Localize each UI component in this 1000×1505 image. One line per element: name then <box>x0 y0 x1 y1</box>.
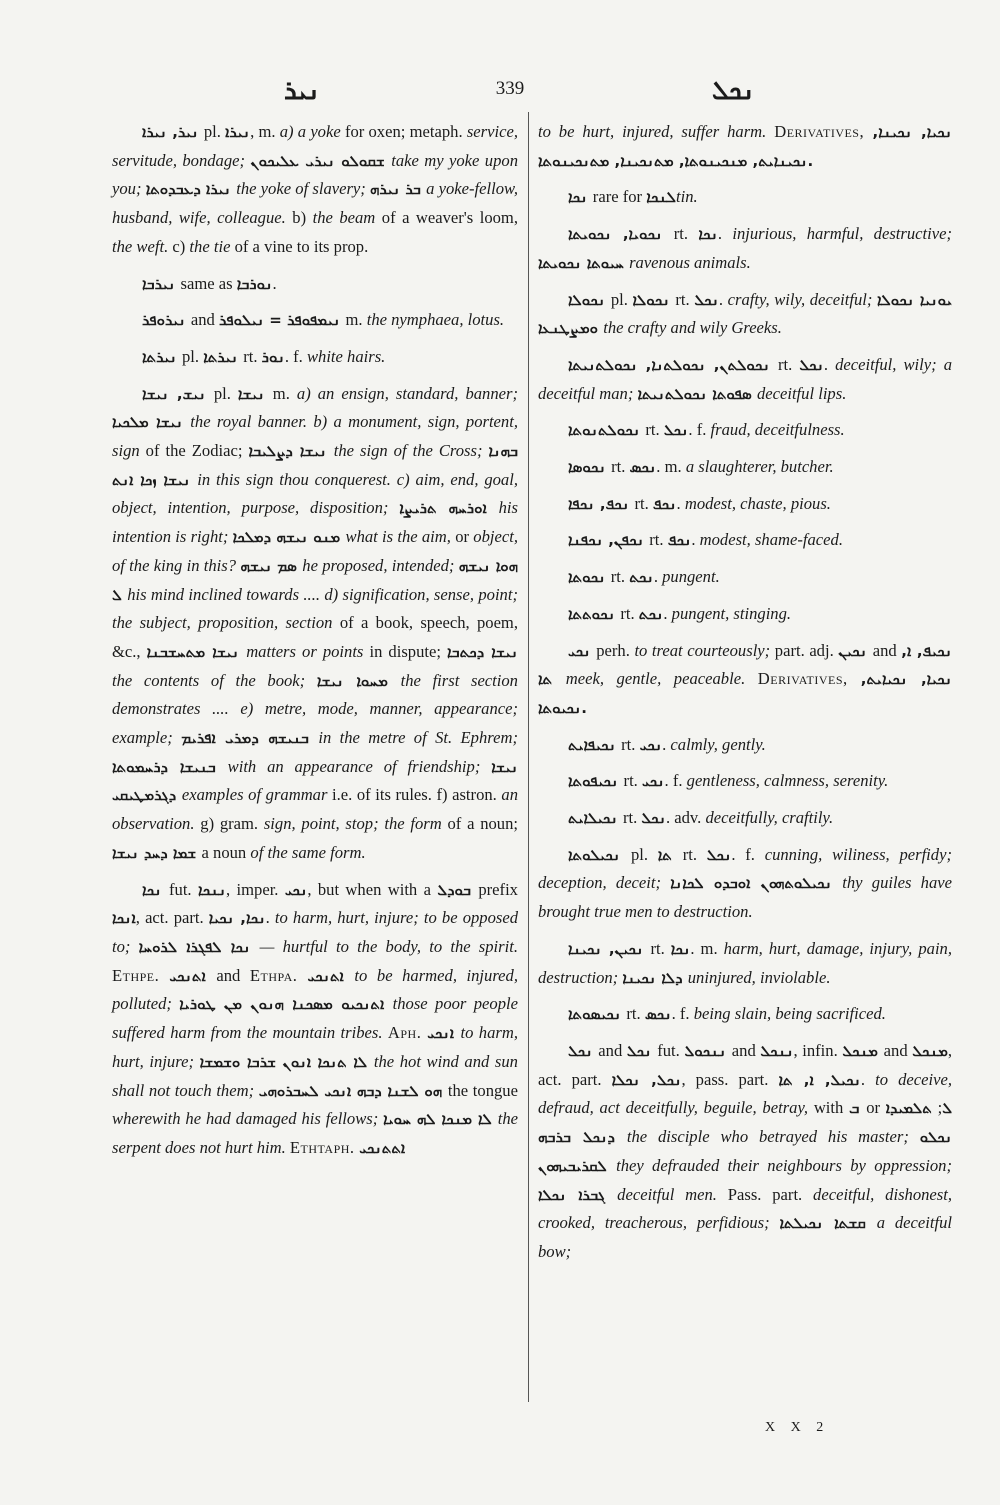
entry-text: or <box>455 527 474 547</box>
entry-text: , act. part. <box>135 908 209 928</box>
entry-text: of a book, speech, poem, &c., <box>112 613 518 661</box>
english-gloss: calmly, gently. <box>670 734 766 754</box>
entry-text: rt. <box>622 808 642 828</box>
syriac-word: ܢܝܫ, ܢܝܫܐ <box>142 384 214 403</box>
entry-text: or <box>866 1098 886 1118</box>
syriac-word: ܢܟܐ <box>142 880 169 899</box>
dictionary-entry <box>112 306 518 335</box>
syriac-word: ܢܟܝܠܘܬܗܘܢ ܐܘܒܕܘ ܠܟܐܢܐ <box>670 874 843 893</box>
entry-text: rt. <box>620 603 639 623</box>
dictionary-entry <box>538 118 952 175</box>
entry-text: , pass. part. <box>681 1069 779 1089</box>
syriac-word: ܢܝܫܐ ܡܠܟܝܐ <box>112 413 191 432</box>
syriac-word: ܢܢܟܘܠ <box>684 1041 732 1060</box>
syriac-word: ܕܠܐ ܢܟܝܢܐ <box>622 968 688 987</box>
syriac-word: ܡܚܘܐ ܢܝܫܐ <box>316 671 401 690</box>
syriac-word: ܢܟܬ <box>629 568 654 587</box>
english-gloss: to harm, hurt, injure; <box>112 1023 518 1071</box>
english-gloss: to be harmed, injured, polluted; <box>112 965 518 1014</box>
syriac-word: ܢܟܝܠ, ܐ, ܬܐ <box>778 1070 861 1089</box>
syriac-word: ܢܟܠ <box>641 809 666 828</box>
syriac-word: ܢܟܝܦܐܝܬ <box>568 735 622 754</box>
english-gloss: the first section demonstrates .... e) metre, mode, manner, appearance; example; <box>112 670 518 748</box>
english-gloss: his mind inclined towards .... d) signification, sense, point; the subject, proposition, section <box>112 584 518 633</box>
english-gloss: a yoke-fellow, husband, wife, colleague. <box>112 179 518 228</box>
entry-text: and <box>190 310 219 330</box>
entry-text: pl. <box>630 844 658 864</box>
syriac-word: ܢܟܝܣܘܬܐ <box>568 1005 627 1024</box>
syriac-word: ܡܢܟܠ <box>842 1041 884 1060</box>
english-gloss: service, servitude, bondage; <box>112 122 518 170</box>
entry-text: and <box>731 1040 761 1060</box>
syriac-word: ܢܟܠ <box>626 1041 658 1060</box>
entry-text: . f. <box>284 346 307 366</box>
entry-text: astron. <box>452 785 502 805</box>
syriac-word: ܢܟܣ <box>644 1005 672 1024</box>
entry-text: pl. <box>213 383 238 403</box>
page-number: 339 <box>495 78 525 99</box>
entry-text: with <box>813 1098 850 1118</box>
english-gloss: deceitful men. <box>617 1184 728 1204</box>
english-gloss: crafty, wily, deceitful; <box>727 289 878 309</box>
entry-text: and <box>598 1040 627 1060</box>
english-gloss: those poor people suffered harm from the mountain tribes. <box>112 994 518 1043</box>
english-gloss: uninjured, inviolable. <box>687 967 831 987</box>
syriac-word: ܢܝܫܐ <box>237 384 273 403</box>
english-gloss: they defrauded their neighbours by oppression; <box>616 1155 952 1175</box>
english-gloss: the hot wind and sun shall not touch them; <box>112 1051 518 1100</box>
entry-text: . <box>676 493 685 513</box>
syriac-word: ܢܟܐ <box>698 225 718 244</box>
syriac-word: ܢܟܘܠܐ <box>568 290 611 309</box>
entry-text: of a weaver's loom, <box>381 208 518 228</box>
syriac-word: ܒ <box>849 1099 867 1118</box>
english-gloss: gentleness, calmness, serenity. <box>686 771 889 791</box>
entry-text: rt. <box>649 530 668 550</box>
syriac-word: ܐܘܪܚܗ ܬܪܝܨܐ <box>399 499 499 518</box>
syriac-word: ܐܢܟܝ <box>427 1024 461 1043</box>
dictionary-entry <box>538 220 952 277</box>
entry-text: rt. <box>243 346 262 366</box>
english-gloss: the tie <box>189 236 235 256</box>
entry-text: fut. <box>169 879 198 899</box>
english-gloss: deceitful lips. <box>756 383 847 403</box>
entry-text: of the Zodiac; <box>145 441 249 461</box>
entry-text: part. adj. <box>774 640 839 660</box>
syriac-word: ܢܟܐ <box>670 939 691 958</box>
english-gloss: injurious, harmful, destructive; <box>732 224 953 244</box>
syriac-word: ܠܐ ܬܢܟܐ ܐܢܘܢ ܫܪܒܐ ܘܫܡܫܐ <box>199 1052 374 1071</box>
syriac-word: ܢܝܪܬܐ <box>203 347 244 366</box>
dictionary-entry <box>538 183 952 212</box>
english-gloss: the yoke of slavery; <box>236 179 371 199</box>
english-gloss: a slaughterer, butcher. <box>685 457 834 477</box>
page-header <box>0 76 1000 106</box>
dictionary-entry <box>538 600 952 629</box>
entry-text: perh. <box>596 640 635 660</box>
dictionary-entry <box>538 351 952 408</box>
syriac-word: ܢܟܦ <box>667 531 692 550</box>
entry-text: , m. <box>250 122 280 141</box>
syriac-word: ܐܬܢܟܝܘ ܡܣܟܢܐ ܗܢܘܢ ܡܢ ܛܘܪܝܐ <box>179 995 393 1014</box>
syriac-word: ܢܟܘܠܬܢܘܬܐ <box>568 421 646 440</box>
syriac-word: ܢܟܐ ܠܦܓܪܐ ܠܪܘܚܐ <box>138 937 260 956</box>
english-gloss: wherewith he had damaged his fellows; <box>112 1109 384 1129</box>
english-gloss: white hairs. <box>306 346 386 366</box>
syriac-word: ܢܟܝܠܘܬܐ <box>568 845 631 864</box>
entry-text: a noun <box>201 842 251 862</box>
entry-text: m. <box>272 383 297 403</box>
syriac-word: ܢܟܠ <box>663 421 689 440</box>
syriac-word: ܗܘܐ ܢܝܫܗ ܠ <box>112 556 518 604</box>
entry-text: Pass. part. <box>727 1184 814 1204</box>
dictionary-entry <box>112 876 518 1163</box>
syriac-word: ܢܟܘܬܐ <box>568 568 611 587</box>
dictionary-entry <box>538 453 952 482</box>
syriac-word: ܢܟܝܦ, ܐ, ܬܐ <box>538 641 952 689</box>
stem-label: Derivatives, <box>774 122 873 141</box>
dictionary-entry <box>538 526 952 555</box>
english-gloss: matters or points <box>246 641 370 661</box>
syriac-word: ܒܢܝܫܗ ܕܡܪܝ ܐܦܪܝܡ <box>181 729 319 748</box>
english-gloss: fraud, deceitfulness. <box>710 420 845 440</box>
english-gloss: thy guiles have brought true men to destruction. <box>538 873 952 922</box>
entry-text: the tongue <box>447 1080 518 1100</box>
entry-text: in dispute; <box>369 641 448 661</box>
syriac-word: ܢܟܠܘ ܠܩܪܝܒܝܗܘܢ <box>538 1128 952 1175</box>
entry-text: rt. <box>610 567 630 587</box>
syriac-word: ܢܘܪܒܐ <box>236 274 273 293</box>
syriac-word: ܢܟܝܠܐܝܬ <box>568 809 623 828</box>
entry-text: . <box>653 567 663 587</box>
english-gloss: — hurtful to the body, to the spirit. <box>259 936 518 956</box>
syriac-word: ܢܢܟܐ <box>197 880 226 899</box>
syriac-word: ܢܟܦܢ, ܢܟܦܢܐ <box>568 531 650 550</box>
syriac-word: ܢܘܪ <box>261 347 285 366</box>
entry-text: . f. <box>731 844 765 864</box>
syriac-word: ܒܗܢܐ ܢܝܫܐ ܙܟܐ ܐܢܬ <box>112 442 518 489</box>
entry-text: of a noun; <box>447 814 518 834</box>
syriac-word: ܢܟܦ, ܢܟܦܐ <box>568 494 635 513</box>
syriac-word: ܢܟܦ <box>652 494 677 513</box>
entry-text: . <box>717 224 733 244</box>
english-gloss: harm, hurt, damage, injury, pain, destruction; <box>538 938 952 987</box>
syriac-word: ܢܝܪܒܐ <box>142 274 181 293</box>
syriac-word: ܢܟܝܦܘܬܐ <box>568 772 624 791</box>
syriac-word: ܢܟܠ <box>799 355 824 374</box>
left-column <box>112 118 518 1171</box>
entry-text: f) <box>436 785 453 805</box>
syriac-word: ܢܝܫܐ ܕܟܬܒܐ <box>447 642 519 661</box>
syriac-word: ܢܟܣ <box>629 458 657 477</box>
syriac-word: ܡܢܟܠ <box>912 1041 948 1060</box>
syriac-word: ܢܟܐ <box>568 188 593 207</box>
syriac-word: ܢܟܝܐ, ܢܟܝܐܝܬ, ܢܟܝܘܬܐ. <box>538 670 952 717</box>
entry-text: same as <box>180 273 237 293</box>
entry-text: b) <box>292 208 313 228</box>
entry-text: rt. <box>621 734 640 754</box>
entry-text: for oxen; metaph. <box>344 122 467 141</box>
syriac-word: ܣܡ ܢܝܫܗ <box>240 556 303 575</box>
stem-label: Derivatives, <box>757 669 861 689</box>
english-gloss: the contents of the book; <box>112 670 317 690</box>
english-gloss: of the same form. <box>250 842 366 862</box>
english-gloss: examples of grammar <box>181 785 333 805</box>
syriac-word: ܬܐ <box>657 845 683 864</box>
syriac-word: ܢܟܝ <box>568 641 597 660</box>
english-gloss: to be hurt, injured, suffer harm. <box>538 122 775 141</box>
column-divider <box>528 112 529 1402</box>
english-gloss: a) an ensign, standard, banner; <box>296 383 518 403</box>
syriac-word: ܢܝܫܐ ܕܓܪܡܛܝܩܝ <box>112 757 518 805</box>
english-gloss: the disciple who betrayed his master; <box>626 1127 920 1147</box>
english-gloss: cunning, wiliness, perfidy; deception, deceit; <box>538 844 952 893</box>
english-gloss: deceitful, dishonest, crooked, treacherous, perfidious; <box>538 1184 952 1233</box>
dictionary-entry <box>538 1000 952 1029</box>
dictionary-entry <box>538 935 952 992</box>
dictionary-entry <box>538 804 952 833</box>
entry-text: rt. <box>634 493 653 513</box>
syriac-word: ܢܟܐ, ܢܟܝܐ <box>208 909 266 928</box>
english-gloss: sign, point, stop; the form <box>263 814 448 834</box>
syriac-word: ܢܝܫܐ ܕܨܠܝܒܐ <box>248 442 334 461</box>
syriac-word: ܢܟܘܝܐ, ܢܟܘܝܬܐ <box>568 225 674 244</box>
entry-text: . f. <box>671 1004 694 1024</box>
entry-text: and <box>872 640 902 660</box>
syriac-word: ܢܝܪܐ ܕܥܒܕܘܬܐ <box>145 180 237 199</box>
dictionary-entry <box>538 767 952 796</box>
dictionary-entry <box>112 118 518 262</box>
entry-text: . m. <box>656 457 686 477</box>
syriac-word: ܫܩܘܠܘ ܢܝܪܝ ܥܠܝܟܘܢ <box>250 151 392 170</box>
english-gloss: to deceive, defraud, act deceitfully, beguile, betray, <box>538 1069 952 1118</box>
english-gloss: the weft. <box>112 236 173 256</box>
syriac-word: ܢܟܠ, ܢܟܠܐ <box>611 1070 682 1089</box>
syriac-word: ܢܟܠ <box>694 290 719 309</box>
left-running-headword: ܢܝܪ <box>284 76 320 105</box>
entry-text: c) <box>172 236 190 256</box>
entry-text: pl. <box>203 122 226 141</box>
dictionary-entry <box>538 841 952 927</box>
stem-label: Ethtaph. <box>289 1137 360 1157</box>
english-gloss: meek, gentle, peaceable. <box>565 669 758 689</box>
stem-label: Aph. <box>387 1023 428 1043</box>
syriac-word: ܢܟܠ <box>568 1041 599 1060</box>
english-gloss: tin. <box>676 187 698 207</box>
entry-text: . <box>691 530 700 550</box>
english-gloss: the beam <box>312 208 382 228</box>
english-gloss: an observation. <box>112 785 518 834</box>
entry-text: m. <box>345 310 367 330</box>
entry-text: rt. <box>673 224 699 244</box>
entry-text: . <box>823 354 836 374</box>
dictionary-entry <box>538 286 952 343</box>
syriac-word: ܬܠܡܝܕܐ ܕܢܟܠ ܒܪܒܗ <box>538 1099 932 1147</box>
entry-text: . adv. <box>665 808 706 828</box>
english-gloss: he proposed, intended; <box>302 555 459 575</box>
syriac-word: ܒܪ ܢܝܪܗ <box>370 180 427 199</box>
syriac-word: ܢܝܪܐ <box>225 123 251 141</box>
entry-text: rt. <box>682 844 707 864</box>
entry-text: . f. <box>664 771 687 791</box>
syriac-word: ܩܫܬܐ ܢܟܝܠܬܐ <box>779 1214 877 1233</box>
dictionary-entry <box>538 1037 952 1267</box>
english-gloss: object, of the king in this? <box>112 527 518 575</box>
english-gloss: pungent, stinging. <box>671 603 792 623</box>
dictionary-entry <box>538 563 952 592</box>
syriac-word: ܢܟܝܢ <box>838 641 873 660</box>
english-gloss: modest, shame-faced. <box>699 530 843 550</box>
syriac-word: ܣܦܘܬܐ ܢܟܘܠܬܢܝܬܐ <box>637 384 757 403</box>
english-gloss: what is the aim, <box>345 527 456 547</box>
dictionary-entry <box>112 270 518 299</box>
entry-text: i.e. of its rules. <box>332 785 437 805</box>
english-gloss: in the metre of St. Ephrem; <box>318 728 518 748</box>
syriac-word: ܢܝܪ, ܢܝܪܐ <box>142 123 204 141</box>
syriac-word: ܐܬܬܢܟܝ <box>359 1138 406 1157</box>
entry-text: . <box>272 273 277 293</box>
english-gloss: the sign of the Cross; <box>333 441 489 461</box>
syriac-word: ܐܢܟܐ <box>112 909 136 928</box>
syriac-word: ܢܟܬ <box>638 604 664 623</box>
syriac-word: ܢܝܡܦܘܦܪ = ܢܝܠܘܦܪ <box>219 311 346 330</box>
dictionary-entry <box>112 380 518 868</box>
entry-text: , but when with a <box>307 879 438 899</box>
stem-label: Ethpa. <box>249 965 308 985</box>
syriac-word: ܐܬܢܟܝ <box>169 966 217 985</box>
syriac-word: ܫܡܐ ܕܚܕ ܢܝܫܐ <box>112 843 202 862</box>
english-gloss: the crafty and wily Greeks. <box>603 318 782 338</box>
english-gloss: to treat courteously; <box>634 640 775 660</box>
syriac-word: ܡܢܘ ܢܝܫܗ ܕܡܠܟܐ <box>232 528 346 547</box>
entry-text: . <box>663 603 672 623</box>
entry-text: rt. <box>626 1004 645 1024</box>
entry-text: rt. <box>611 457 630 477</box>
english-gloss: pungent. <box>662 567 720 587</box>
english-gloss: with an appearance of friendship; <box>227 756 492 776</box>
syriac-word: ܢܝܪܬܐ <box>142 347 182 366</box>
english-gloss: in this sign thou conquerest. c) aim, end, goal, object, intention, purpose, disposition; <box>112 469 518 518</box>
entry-text: of a vine to its prop. <box>234 236 369 256</box>
entry-text: . m. <box>690 938 724 958</box>
entry-text: prefix <box>478 879 518 899</box>
entry-text: rare for <box>592 187 647 207</box>
entry-text: . <box>718 289 728 309</box>
english-gloss: the nymphaea, lotus. <box>366 310 505 330</box>
entry-text: . <box>265 908 275 928</box>
english-gloss: to harm, hurt, injure; to be opposed to; <box>112 908 519 956</box>
english-gloss: his intention is right; <box>112 498 518 547</box>
entry-text: rt. <box>650 938 671 958</box>
english-gloss: the royal banner. b) a monument, sign, portent, sign <box>112 412 518 461</box>
right-running-headword: ܢܟܠ <box>712 76 755 105</box>
syriac-word: ܢܟܝܢ, ܢܟܝܢܐ <box>568 939 651 958</box>
entry-text: rt. <box>675 289 695 309</box>
syriac-word: ܝܘܢܝܐ ܢܟܘܠܐ ܘܡܨܛܢܥܐ <box>538 290 952 338</box>
syriac-word: ܢܟܘܠܬܢ, ܢܟܘܠܬܢܐ, ܢܟܘܠܬܢܝܬܐ <box>568 355 778 374</box>
syriac-word: ܒܢܝܫܐ ܕܪܚܡܘܬܐ <box>112 757 228 776</box>
entry-text: , infin. <box>793 1040 843 1060</box>
syriac-word: ܢܟܝ <box>641 772 665 791</box>
syriac-word: ܐܬܢܟܝ <box>307 966 355 985</box>
dictionary-entry <box>538 416 952 445</box>
syriac-word: ܢܟܘܠܐ <box>632 290 676 309</box>
syriac-word: ܢܟܘܣܐ <box>568 458 612 477</box>
english-gloss: a) a yoke <box>279 122 345 141</box>
entry-text: fut. <box>657 1040 685 1060</box>
entry-text: . <box>860 1069 876 1089</box>
dictionary-entry <box>112 343 518 372</box>
entry-text: . f. <box>688 420 711 440</box>
dictionary-entry <box>538 731 952 760</box>
dictionary-entry <box>538 637 952 723</box>
english-gloss: deceitfully, craftily. <box>705 808 834 828</box>
entry-text: . <box>662 734 671 754</box>
entry-text: rt. <box>777 354 800 374</box>
syriac-word: ܠ <box>942 1099 952 1118</box>
entry-text: g) gram. <box>200 814 264 834</box>
entry-text: rt. <box>645 420 664 440</box>
entry-text: and <box>216 965 250 985</box>
syriac-word: ܠܢܟܐ <box>646 188 676 207</box>
stem-label: Ethpe. <box>112 965 170 985</box>
syriac-word: ܚܝܘܬܐ ܢܟܘܝܬܐ <box>538 253 630 272</box>
syriac-word: ܒܘܕܠ <box>437 880 479 899</box>
entry-text: and <box>883 1040 913 1060</box>
english-gloss: modest, chaste, pious. <box>684 493 831 513</box>
syriac-word: ܓܒܪܐ ܢܟܠܐ <box>538 1185 618 1204</box>
syriac-word: ܢܟܝ <box>284 880 308 899</box>
dictionary-entry <box>538 490 952 519</box>
entry-text: , act. part. <box>538 1040 953 1089</box>
right-column <box>538 118 952 1275</box>
syriac-word: ܢܟܝܐ, ܢܟܝܢܐ, ܢܟܝܢܐܝܬ, ܡܢܟܝܢܘܬܐ, ܡܬܢܟܝܢܐ, ܡܬܢܟܝܢܘܬܐ. <box>538 123 953 170</box>
entry-text: pl. <box>182 346 204 366</box>
syriac-word: ܢܢܟܠ <box>760 1041 794 1060</box>
syriac-word: ܢܝܪܘܦܪ <box>142 311 191 330</box>
entry-text: rt. <box>623 771 642 791</box>
syriac-word: ܢܝܫܐ ܡܬܚܫܒܢܐ <box>146 642 247 661</box>
english-gloss: deceitful, wily; a deceitful man; <box>538 354 952 403</box>
entry-text: , imper. <box>226 879 285 899</box>
english-gloss: take my yoke upon you; <box>112 150 518 199</box>
english-gloss: ravenous animals. <box>629 252 751 272</box>
syriac-word: ܢܟܠ <box>706 845 732 864</box>
english-gloss: the serpent does not hurt him. <box>112 1109 518 1157</box>
syriac-word: ܗܘ ܠܫܢܐ ܕܒܗ ܐܢܟܝ ܠܚܒܪܘܗܝ <box>258 1081 448 1100</box>
entry-text: ; <box>931 1098 943 1118</box>
english-gloss: a deceitful bow; <box>538 1213 952 1261</box>
english-gloss: being slain, being sacrificed. <box>693 1004 886 1024</box>
syriac-word: ܠܐ ܡܢܟܐ ܠܗ ܚܘܝܐ <box>383 1110 498 1129</box>
printer-signature: X X 2 <box>765 1420 830 1435</box>
entry-text: pl. <box>610 289 633 309</box>
syriac-word: ܢܟܘܬܬܐ <box>568 604 621 623</box>
syriac-word: ܢܟܝ <box>639 735 663 754</box>
